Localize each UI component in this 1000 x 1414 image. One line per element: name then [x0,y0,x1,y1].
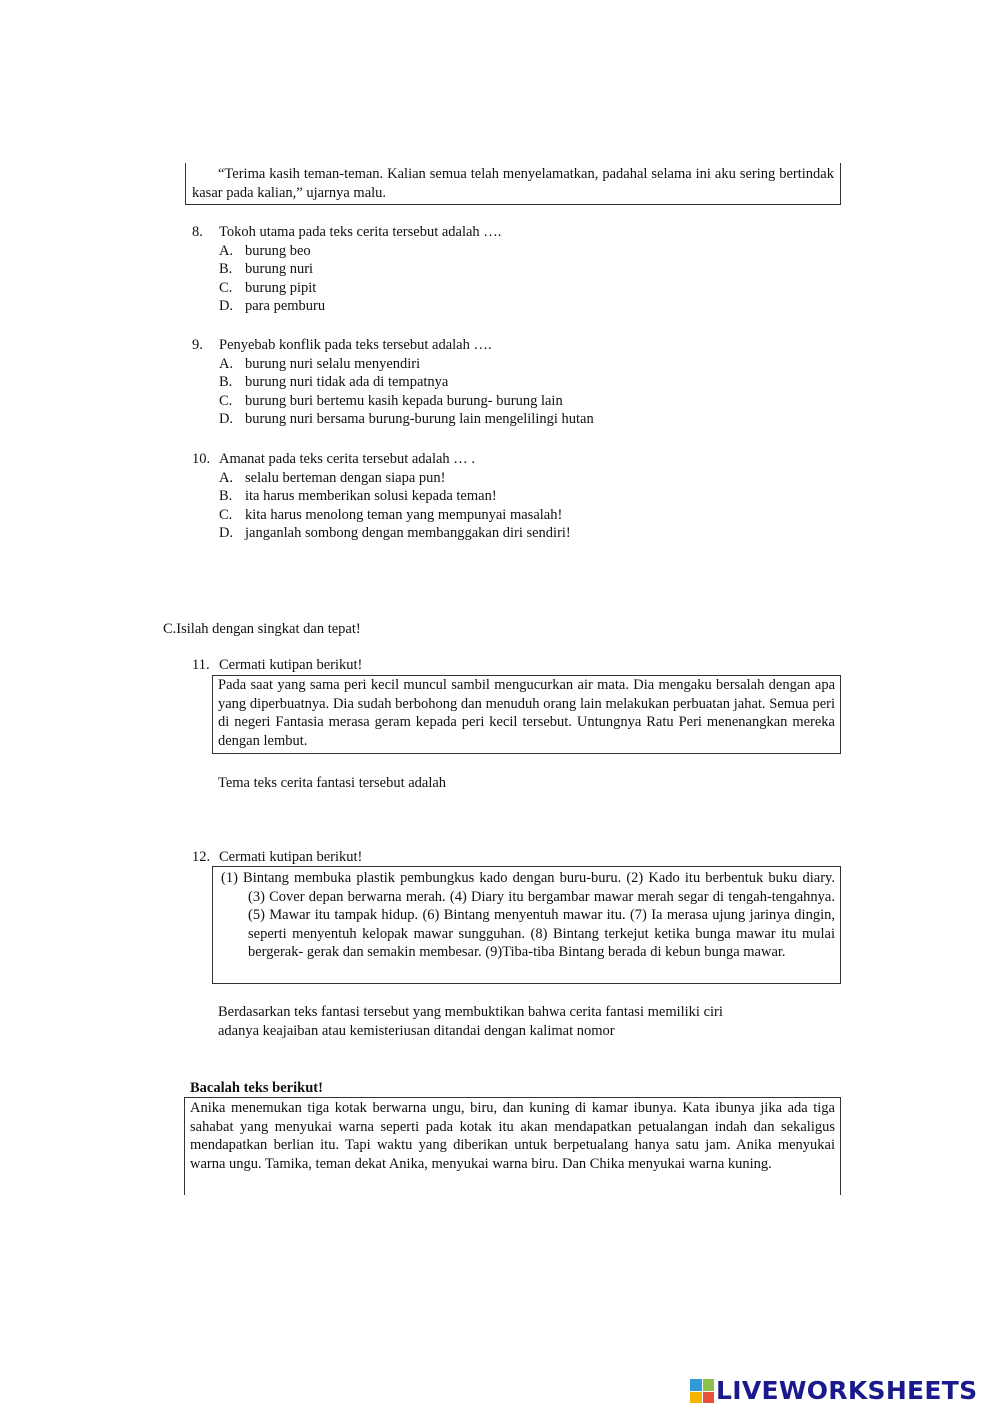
reading-passage-box [184,1097,841,1195]
question-number: 8. [192,224,203,240]
question-stem: Cermati kutipan berikut! [219,849,363,865]
reading-passage: Anika menemukan tiga kotak berwarna ungu, biru, dan kuning di kamar ibunya. Kata ibunya jika ada tiga sahabat yang menyukai warna seperti pada kotak itu akan mendapatkan petualangan indah dan sekaligus mendapatkan berlian itu. Tapi waktu yang diberikan untuk berpetualang hanya satu jam. Anika menyukai warna ungu. Tamika, teman dekat Anika, menyukai warna biru. Dan Chika menyukai warna kuning. [190,1100,835,1172]
q12-prompt-line-2: adanya keajaiban atau kemisteriusan ditandai dengan kalimat nomor [218,1023,615,1039]
liveworksheets-mark-icon [690,1379,714,1403]
liveworksheets-logo [690,1377,990,1405]
question-number: 12. [192,849,211,865]
q11-passage-box [212,675,841,754]
question-stem: Cermati kutipan berikut! [219,657,363,673]
q12-prompt-line-1: Berdasarkan teks fantasi tersebut yang membuktikan bahwa cerita fantasi memiliki ciri [218,1004,723,1020]
q12-passage: (1) Bintang membuka plastik pembungkus kado dengan buru-buru. (2) Kado itu berbentuk buku diary. (3) Cover depan berwarna merah. (4) Diary itu bergambar mawar merah segar di tengah-tengahnya. (5) Mawar itu tampak hidup. (6) Bintang menyentuh mawar itu. (7) Ia merasa ujung jarinya dingin, seperti menyentuh kelopak mawar sungguhan. (8) Bintang terkejut ketika bunga mawar itu mulai bergerak- gerak dan semakin membesar. (9)Tiba-tiba Bintang berada di kebun bunga mawar. [221,870,835,961]
section-c-heading: C.Isilah dengan singkat dan tepat! [163,621,361,637]
q11-answer-field[interactable] [480,772,820,794]
q12-answer-field[interactable] [670,1020,830,1042]
q11-prompt: Tema teks cerita fantasi tersebut adalah [218,775,447,791]
reading-heading: Bacalah teks berikut! [190,1080,323,1096]
question-number: 11. [192,657,210,673]
quote-text: “Terima kasih teman-teman. Kalian semua telah menyelamatkan, padahal selama ini aku sering bertindak kasar pada kalian,” ujarnya malu. [192,166,834,201]
question-number: 9. [192,337,203,353]
question-stem: Penyebab konflik pada teks tersebut adalah …. [219,337,492,353]
mark-cell [703,1379,715,1391]
logo-text: LIVEWORKSHEETS [716,1375,978,1405]
q12-passage-box [212,866,841,984]
question-stem: Amanat pada teks cerita tersebut adalah … . [219,451,476,467]
mark-cell [690,1392,702,1404]
mark-cell [690,1379,702,1391]
question-number: 10. [192,451,211,467]
question-stem: Tokoh utama pada teks cerita tersebut adalah …. [219,224,502,240]
q11-passage: Pada saat yang sama peri kecil muncul sambil mengucurkan air mata. Dia mengaku bersalah dengan apa yang diperbuatnya. Dia sudah berbohong dan menuduh orang lain melakukan perbuatan jahat. Semua peri di negeri Fantasia merasa geram kepada peri kecil tersebut. Untungnya Ratu Peri menenangkan mereka dengan lembut. [218,677,835,749]
quote-box [185,163,841,205]
mark-cell [703,1392,715,1404]
